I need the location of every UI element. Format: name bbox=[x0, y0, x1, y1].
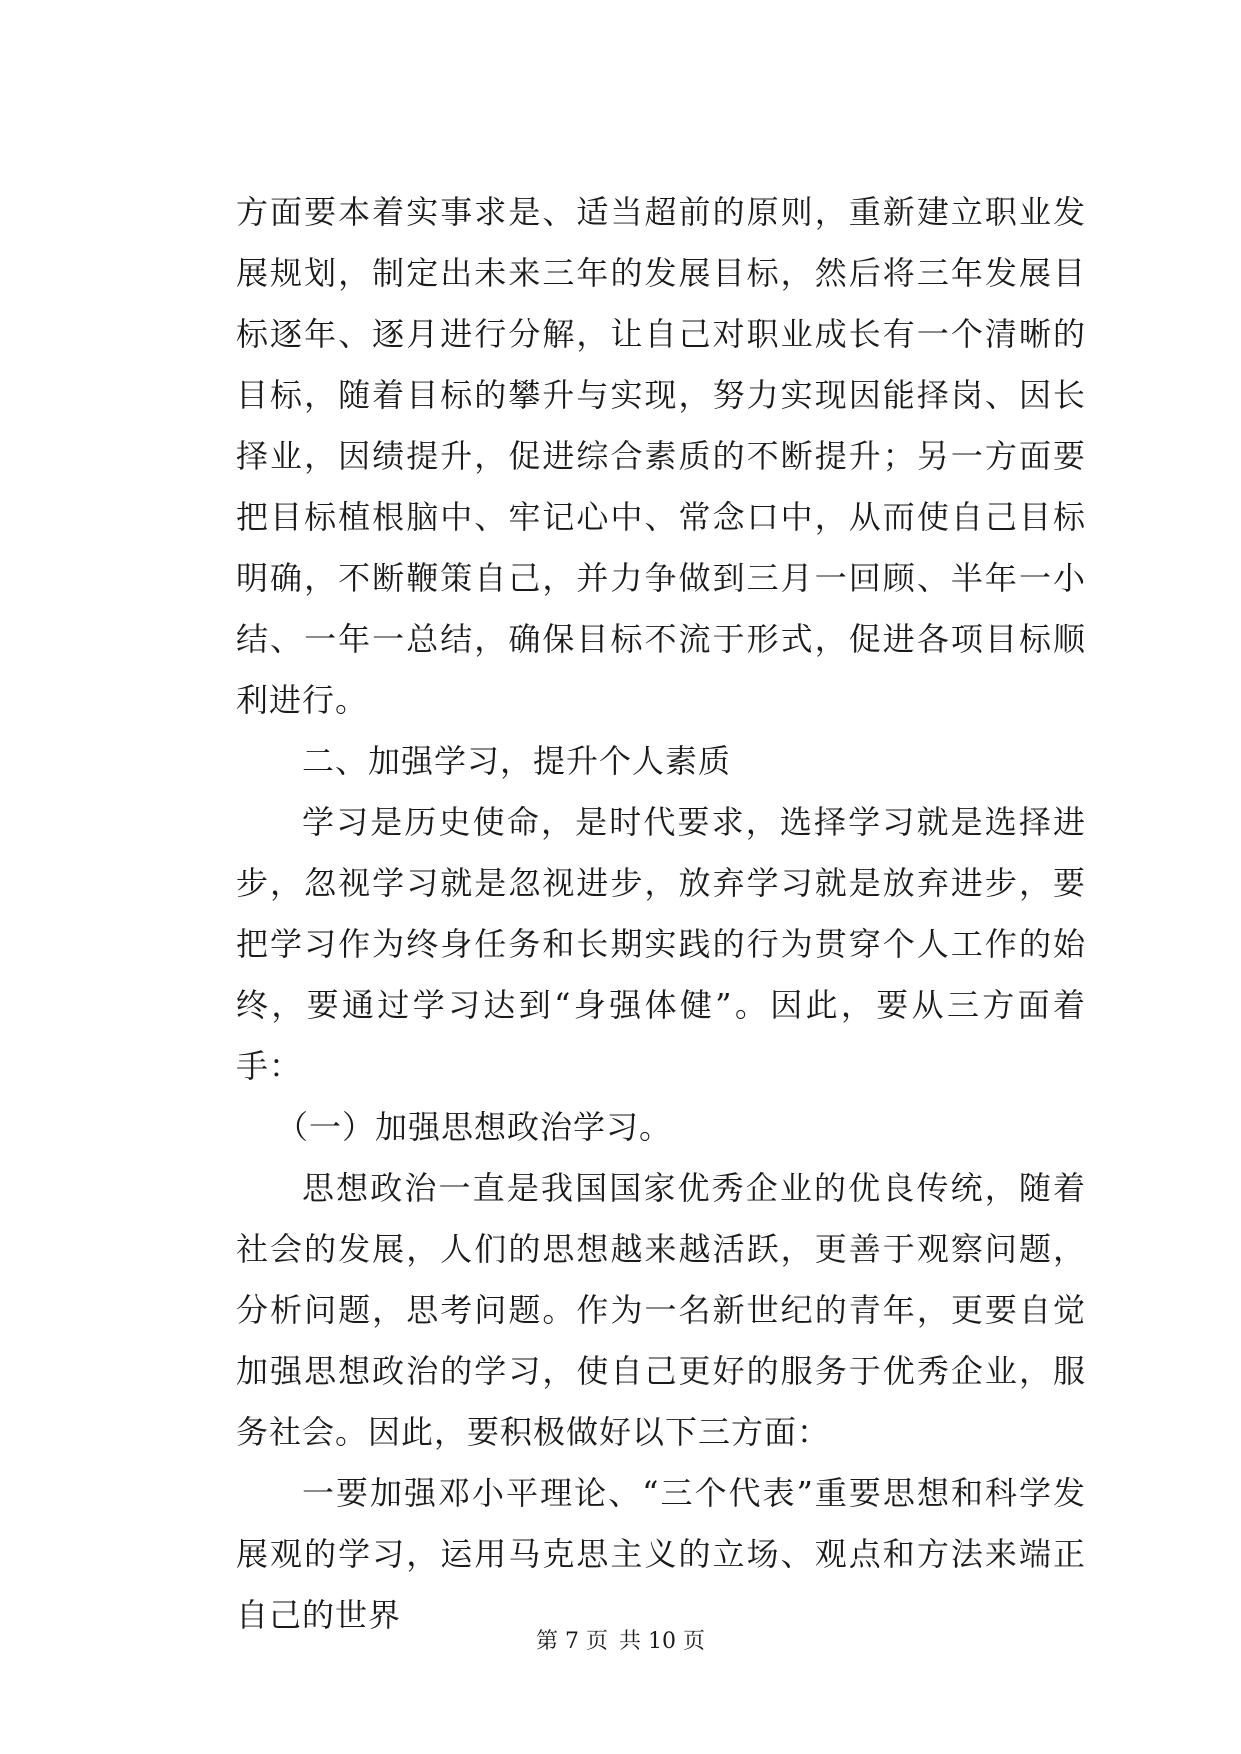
document-body bbox=[236, 182, 1086, 1646]
page-number: 第 7 页 bbox=[536, 1629, 608, 1654]
paragraph-political: 思想政治一直是我国国家优秀企业的优良传统，随着社会的发展，人们的思想越来越活跃，更善于观察问题，分析问题，思考问题。作为一名新世纪的青年，更要自觉加强思想政治的学习，使自己更好的服务于优秀企业，服务社会。因此，要积极做好以下三方面： bbox=[236, 1169, 1086, 1451]
page-footer bbox=[0, 1624, 1241, 1655]
section-heading: 二、加强学习，提升个人素质 bbox=[302, 742, 732, 780]
paragraph-learning: 学习是历史使命，是时代要求，选择学习就是选择进步，忽视学习就是忽视进步，放弃学习就是放弃进步，要把学习作为终身任务和长期实践的行为贯穿个人工作的始终，要通过学习达到“身强体健”。因此，要从三方面着手： bbox=[236, 803, 1086, 1085]
subsection-heading: （一）加强思想政治学习。 bbox=[276, 1108, 673, 1146]
paragraph-continuation: 方面要本着实事求是、适当超前的原则，重新建立职业发展规划，制定出未来三年的发展目标，然后将三年发展目标逐年、逐月进行分解，让自己对职业成长有一个清晰的目标，随着目标的攀升与实现，努力实现因能择岗、因长择业，因绩提升，促进综合素质的不断提升；另一方面要把目标植根脑中、牢记心中、常念口中，从而使自己目标明确，不断鞭策自己，并力争做到三月一回顾、半年一小结、一年一总结，确保目标不流于形式，促进各项目标顺利进行。 bbox=[236, 193, 1086, 719]
paragraph-theory: 一要加强邓小平理论、“三个代表”重要思想和科学发展观的学习，运用马克思主义的立场、观点和方法来端正自己的世界 bbox=[236, 1474, 1086, 1634]
page-total: 共 10 页 bbox=[619, 1629, 705, 1654]
